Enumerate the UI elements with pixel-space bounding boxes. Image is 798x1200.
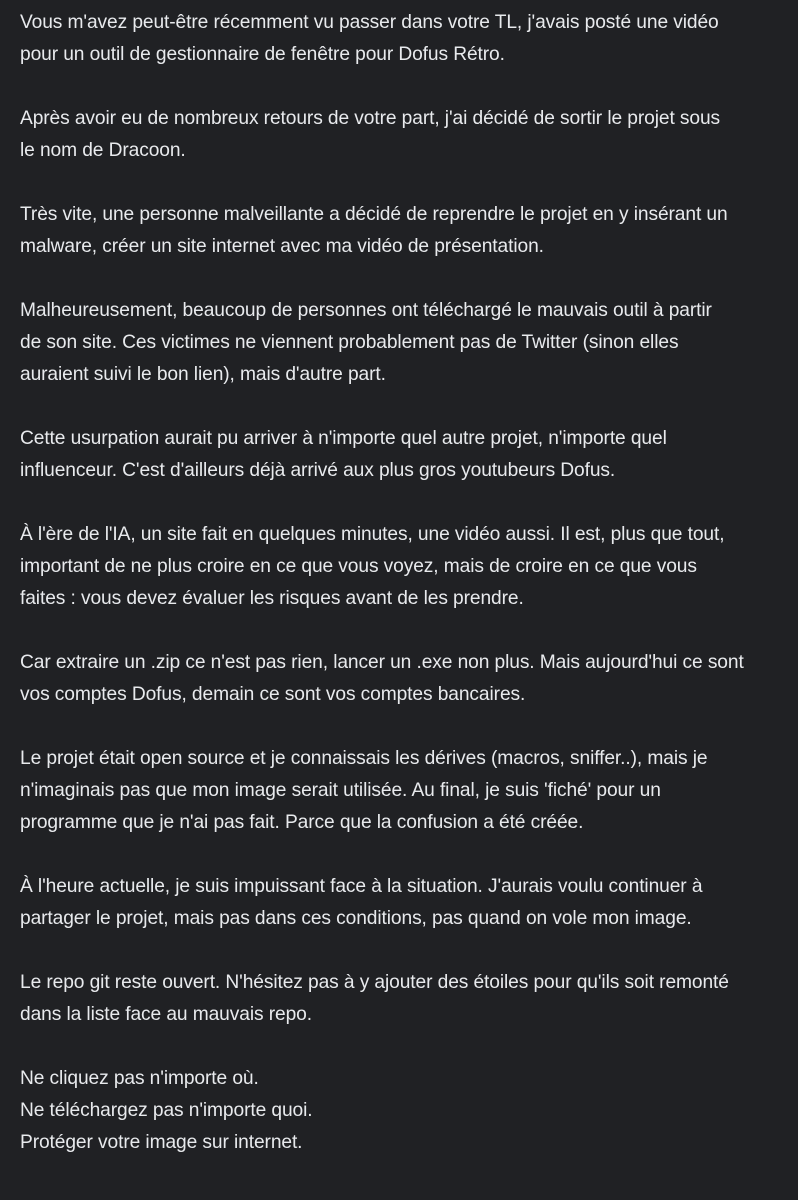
- text-line: Protéger votre image sur internet.: [20, 1132, 303, 1153]
- paragraph-usurpation: [20, 423, 778, 487]
- text-line: À l'heure actuelle, je suis impuissant face à la situation. J'aurais voulu continuer à: [20, 876, 703, 897]
- text-line: faites : vous devez évaluer les risques avant de les prendre.: [20, 588, 524, 609]
- text-line: n'imaginais pas que mon image serait utilisée. Au final, je suis 'fiché' pour un: [20, 780, 661, 801]
- text-line: de son site. Ces victimes ne viennent probablement pas de Twitter (sinon elles: [20, 332, 679, 353]
- text-line: important de ne plus croire en ce que vous voyez, mais de croire en ce que vous: [20, 556, 697, 577]
- text-line: Le repo git reste ouvert. N'hésitez pas à y ajouter des étoiles pour qu'ils soit remonté: [20, 972, 729, 993]
- text-line: À l'ère de l'IA, un site fait en quelques minutes, une vidéo aussi. Il est, plus que tout,: [20, 524, 725, 545]
- paragraph-risks: [20, 647, 778, 711]
- text-line: malware, créer un site internet avec ma vidéo de présentation.: [20, 236, 544, 257]
- text-line: Malheureusement, beaucoup de personnes ont téléchargé le mauvais outil à partir: [20, 300, 712, 321]
- text-line: vos comptes Dofus, demain ce sont vos comptes bancaires.: [20, 684, 526, 705]
- text-line: Le projet était open source et je connaissais les dérives (macros, sniffer..), mais je: [20, 748, 708, 769]
- text-line: pour un outil de gestionnaire de fenêtre pour Dofus Rétro.: [20, 44, 505, 65]
- paragraph-victims: [20, 295, 778, 391]
- text-line: Cette usurpation aurait pu arriver à n'importe quel autre projet, n'importe quel: [20, 428, 667, 449]
- paragraph-repo: [20, 967, 778, 1031]
- text-line: Vous m'avez peut-être récemment vu passer dans votre TL, j'avais posté une vidéo: [20, 12, 719, 33]
- text-line: dans la liste face au mauvais repo.: [20, 1004, 312, 1025]
- text-line: partager le projet, mais pas dans ces conditions, pas quand on vole mon image.: [20, 908, 692, 929]
- paragraph-situation: [20, 871, 778, 935]
- paragraph-intro: [20, 7, 778, 71]
- paragraph-release: [20, 103, 778, 167]
- text-line: Ne téléchargez pas n'importe quoi.: [20, 1100, 313, 1121]
- paragraph-open-source: [20, 743, 778, 839]
- text-line: programme que je n'ai pas fait. Parce que la confusion a été créée.: [20, 812, 584, 833]
- paragraph-ai: [20, 519, 778, 615]
- paragraph-advice: [20, 1063, 778, 1159]
- text-line: auraient suivi le bon lien), mais d'autre part.: [20, 364, 386, 385]
- text-line: influenceur. C'est d'ailleurs déjà arrivé aux plus gros youtubeurs Dofus.: [20, 460, 616, 481]
- text-line: Après avoir eu de nombreux retours de votre part, j'ai décidé de sortir le projet sous: [20, 108, 721, 129]
- text-line: le nom de Dracoon.: [20, 140, 186, 161]
- text-line: Très vite, une personne malveillante a décidé de reprendre le projet en y insérant un: [20, 204, 728, 225]
- paragraph-malware: [20, 199, 778, 263]
- text-line: Car extraire un .zip ce n'est pas rien, lancer un .exe non plus. Mais aujourd'hui ce sont: [20, 652, 744, 673]
- text-line: Ne cliquez pas n'importe où.: [20, 1068, 259, 1089]
